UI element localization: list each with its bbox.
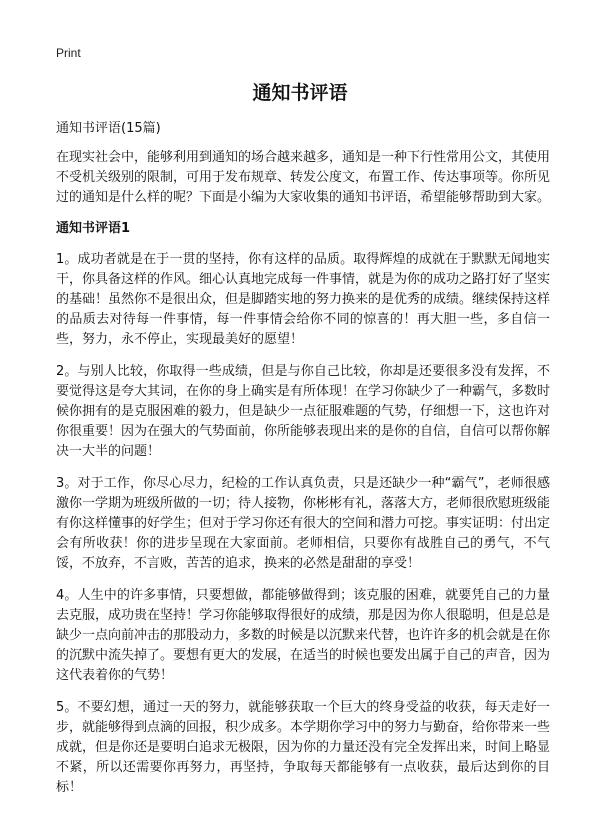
section-heading: 通知书评语1 xyxy=(56,221,131,236)
comment-paragraph-1: 1。成功者就是在于一贯的坚持，你有这样的品质。取得辉煌的成就在于默默无闻地实干，你具备这样的作风。细心认真地完成每一件事情，就是为你的成功之路打好了坚实的基础！虽然你不是很出众，但是脚踏实地的努力换来的是优秀的成绩。继续保持这样的品质去对待每一件事情，每一件事情会给你不同的惊喜的！再大胆一些，多自信一些，努力，永不停止，实现最美好的愿望！ xyxy=(56,252,551,347)
document-subtitle: 通知书评语(15篇) xyxy=(56,121,161,136)
comment-paragraph-4: 4。人生中的许多事情，只要想做，都能够做得到；该克服的困难，就要凭自己的力量去克服，成功贵在坚持！学习你能够取得很好的成绩，那是因为你人很聪明，但是总是缺少一点向前冲击的那股动力，多数的时候是以沉默来代替，也许许多的机会就是在你的沉默中流失掉了。要想有更大的发展，在适当的时候也要发出属于自己的声音，因为这代表着你的气势！ xyxy=(56,588,551,683)
document-body xyxy=(56,120,550,810)
comment-paragraph-2: 2。与别人比较，你取得一些成绩，但是与你自己比较，你却是还要很多没有发挥，不要觉得这是夸大其词，在你的身上确实是有所体现！在学习你缺少了一种霸气，多数时候你拥有的是克服困难的毅力，但是缺少一点征服难题的气势，仔细想一下，这也许对你很重要！因为在强大的气势面前，你所能够表现出来的是你的自信，自信可以帮你解决一大半的问题！ xyxy=(56,364,551,459)
print-link[interactable]: Print xyxy=(56,46,81,60)
comment-paragraph-3: 3。对于工作，你尽心尽力，纪检的工作认真负责，只是还缺少一种“霸气”，老师很感激你一学期为班级所做的一切；待人接物，你彬彬有礼，落落大方，老师很欣慰班级能有你这样懂事的好学生；但对于学习你还有很大的空间和潜力可挖。事实证明：付出定会有所收获！你的进步呈现在大家面前。老师相信，只要你有战胜自己的勇气，不气馁，不放弃，不言败，苦苦的追求，换来的必然是甜甜的享受！ xyxy=(56,476,551,571)
intro-paragraph: 在现实社会中，能够利用到通知的场合越来越多，通知是一种下行性常用公文，其使用不受机关级别的限制，可用于发布规章、转发公度文，布置工作、传达事项等。你所见过的通知是什么样的呢？下面是小编为大家收集的通知书评语，希望能够帮助到大家。 xyxy=(56,150,551,205)
comment-paragraph-5: 5。不要幻想，通过一天的努力，就能够获取一个巨大的终身受益的收获，每天走好一步，就能够得到点滴的回报，积少成多。本学期你学习中的努力与勤奋，给你带来一些成就，但是你还是要明白追求无极限，因为你的力量还没有完全发挥出来，时间上略显不紧，所以还需要你再努力，再坚持，争取每天都能够有一点收获，最后达到你的目标！ xyxy=(56,700,551,795)
page-title: 通知书评语 xyxy=(252,82,348,104)
